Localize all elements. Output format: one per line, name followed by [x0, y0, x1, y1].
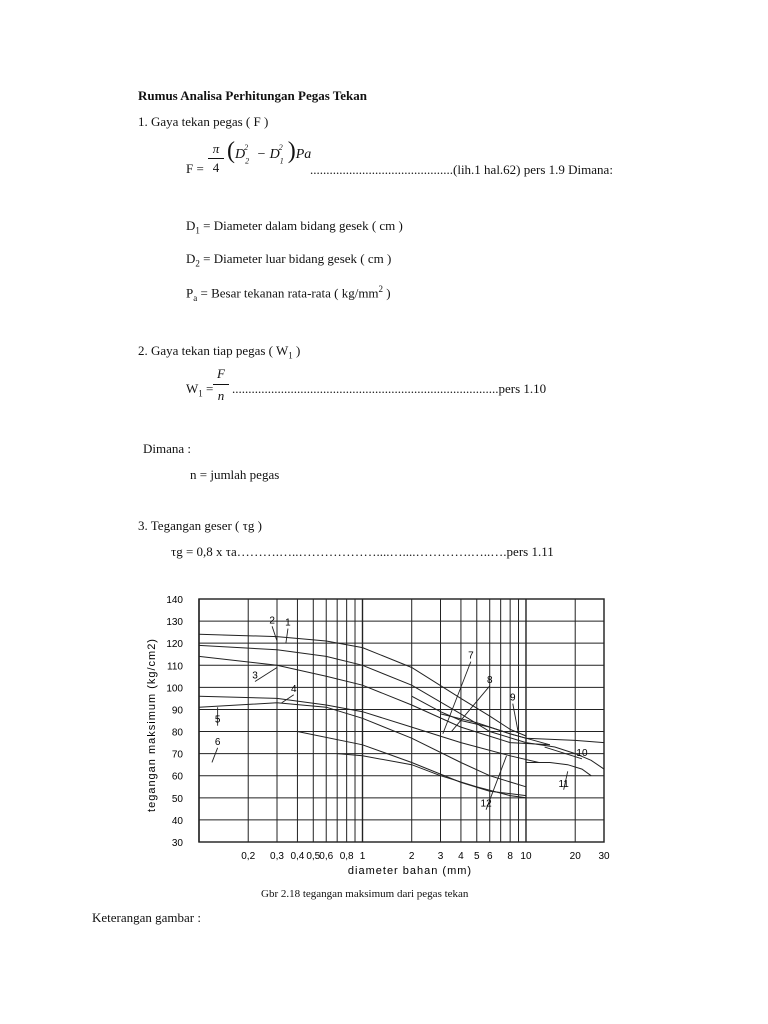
x-tick-label: 0,5	[306, 851, 321, 862]
y-tick-label: 130	[166, 617, 183, 629]
curve-4	[199, 696, 539, 762]
x-tick-label: 10	[520, 851, 532, 862]
w1-lhs: $W_1$ =	[186, 381, 214, 399]
y-tick-label: 100	[166, 683, 183, 695]
curve-label-leader	[286, 629, 288, 644]
curve-label: 8	[486, 674, 493, 686]
curve-label: 5	[214, 714, 221, 726]
x-tick-label: 5	[473, 851, 480, 862]
x-tick-label: 8	[507, 851, 513, 862]
dimana-label: Dimana :	[143, 441, 192, 456]
y-tick-label: 70	[171, 749, 183, 761]
x-tick-label: 2	[408, 851, 415, 862]
curve-label: 2	[269, 615, 275, 627]
curve-label: 4	[291, 683, 297, 695]
chart-frame	[199, 599, 604, 842]
curve-8	[412, 696, 550, 745]
w1-denominator: n	[217, 388, 225, 403]
y-tick-label: 120	[166, 639, 183, 651]
curve-label: 9	[509, 692, 516, 704]
curve-label-leader	[255, 667, 277, 681]
curve-label: 1	[285, 617, 291, 629]
section-1-heading: 1. Gaya tekan pegas ( F )	[138, 114, 269, 129]
def-d2: $D_2$ = Diameter luar bidang gesek ( cm )	[186, 251, 392, 269]
curve-11	[526, 763, 591, 776]
w1-reference: ..................................................................................pers 1.10	[232, 381, 547, 396]
x-tick-label: 0,4	[290, 851, 305, 862]
y-tick-label: 30	[171, 838, 183, 849]
x-tick-label: 6	[486, 851, 493, 862]
keterangan-label: Keterangan gambar :	[92, 910, 202, 925]
curve-label-leader	[443, 662, 471, 734]
x-tick-label: 20	[569, 851, 581, 862]
y-tick-label: 50	[171, 793, 183, 805]
curve-10	[526, 743, 604, 770]
def-d1: $D_1$ = Diameter dalam bidang gesek ( cm )	[186, 218, 403, 236]
curve-label: 12	[480, 798, 492, 810]
curve-label-leader	[212, 748, 218, 763]
x-tick-label: 0,8	[339, 851, 354, 862]
page-title: Rumus Analisa Perhitungan Pegas Tekan	[138, 88, 368, 103]
shear-formula: τg = 0,8 x τa……….…..………………....…....………….…..….pers 1.11	[171, 544, 554, 559]
force-formula-body: ($D_2^2 - D_1^2$ )Pa	[227, 138, 312, 166]
figure-caption: Gbr 2.18 tegangan maksimum dari pegas tekan	[261, 888, 469, 900]
x-tick-label: 1	[359, 851, 366, 862]
x-tick-label: 0,6	[319, 851, 334, 862]
force-reference: ............................................(lih.1 hal.62) pers 1.9 Dimana:	[310, 162, 613, 177]
y-tick-label: 40	[171, 815, 183, 827]
y-axis-label: tegangan maksimum (kg/cm2)	[146, 638, 158, 812]
x-tick-label: 0,3	[270, 851, 284, 862]
curve-label-leader	[513, 704, 519, 734]
y-tick-label: 80	[171, 727, 183, 739]
curve-label: 11	[558, 778, 569, 790]
curve-label: 7	[468, 650, 474, 662]
w1-numerator: F	[217, 366, 225, 381]
pi-numerator: π	[212, 141, 220, 156]
x-tick-label: 0,2	[241, 851, 256, 862]
curve-label: 3	[252, 670, 258, 682]
def-pa: $P_a$ = Besar tekanan rata-rata ( $kg/mm^2$ )	[186, 284, 391, 303]
section-2-heading: 2. Gaya tekan tiap pegas ( $W_1$ )	[138, 343, 301, 361]
y-tick-label: 60	[171, 771, 183, 783]
four-denominator: 4	[212, 160, 220, 175]
n-definition: n = jumlah pegas	[190, 467, 280, 482]
curve-label: 6	[214, 736, 221, 748]
x-tick-label: 30	[598, 851, 610, 862]
section-3-heading: 3. Tegangan geser ( τg )	[138, 518, 262, 533]
x-tick-label: 3	[437, 851, 444, 862]
curve-label-leader	[272, 626, 277, 641]
x-axis-label: diameter bahan (mm)	[347, 865, 473, 877]
y-tick-label: 110	[167, 661, 183, 673]
curve-label: 10	[576, 747, 588, 759]
force-lhs: F =	[186, 161, 204, 176]
y-tick-label: 140	[166, 595, 183, 606]
x-tick-label: 4	[458, 851, 464, 862]
y-tick-label: 90	[171, 705, 183, 717]
